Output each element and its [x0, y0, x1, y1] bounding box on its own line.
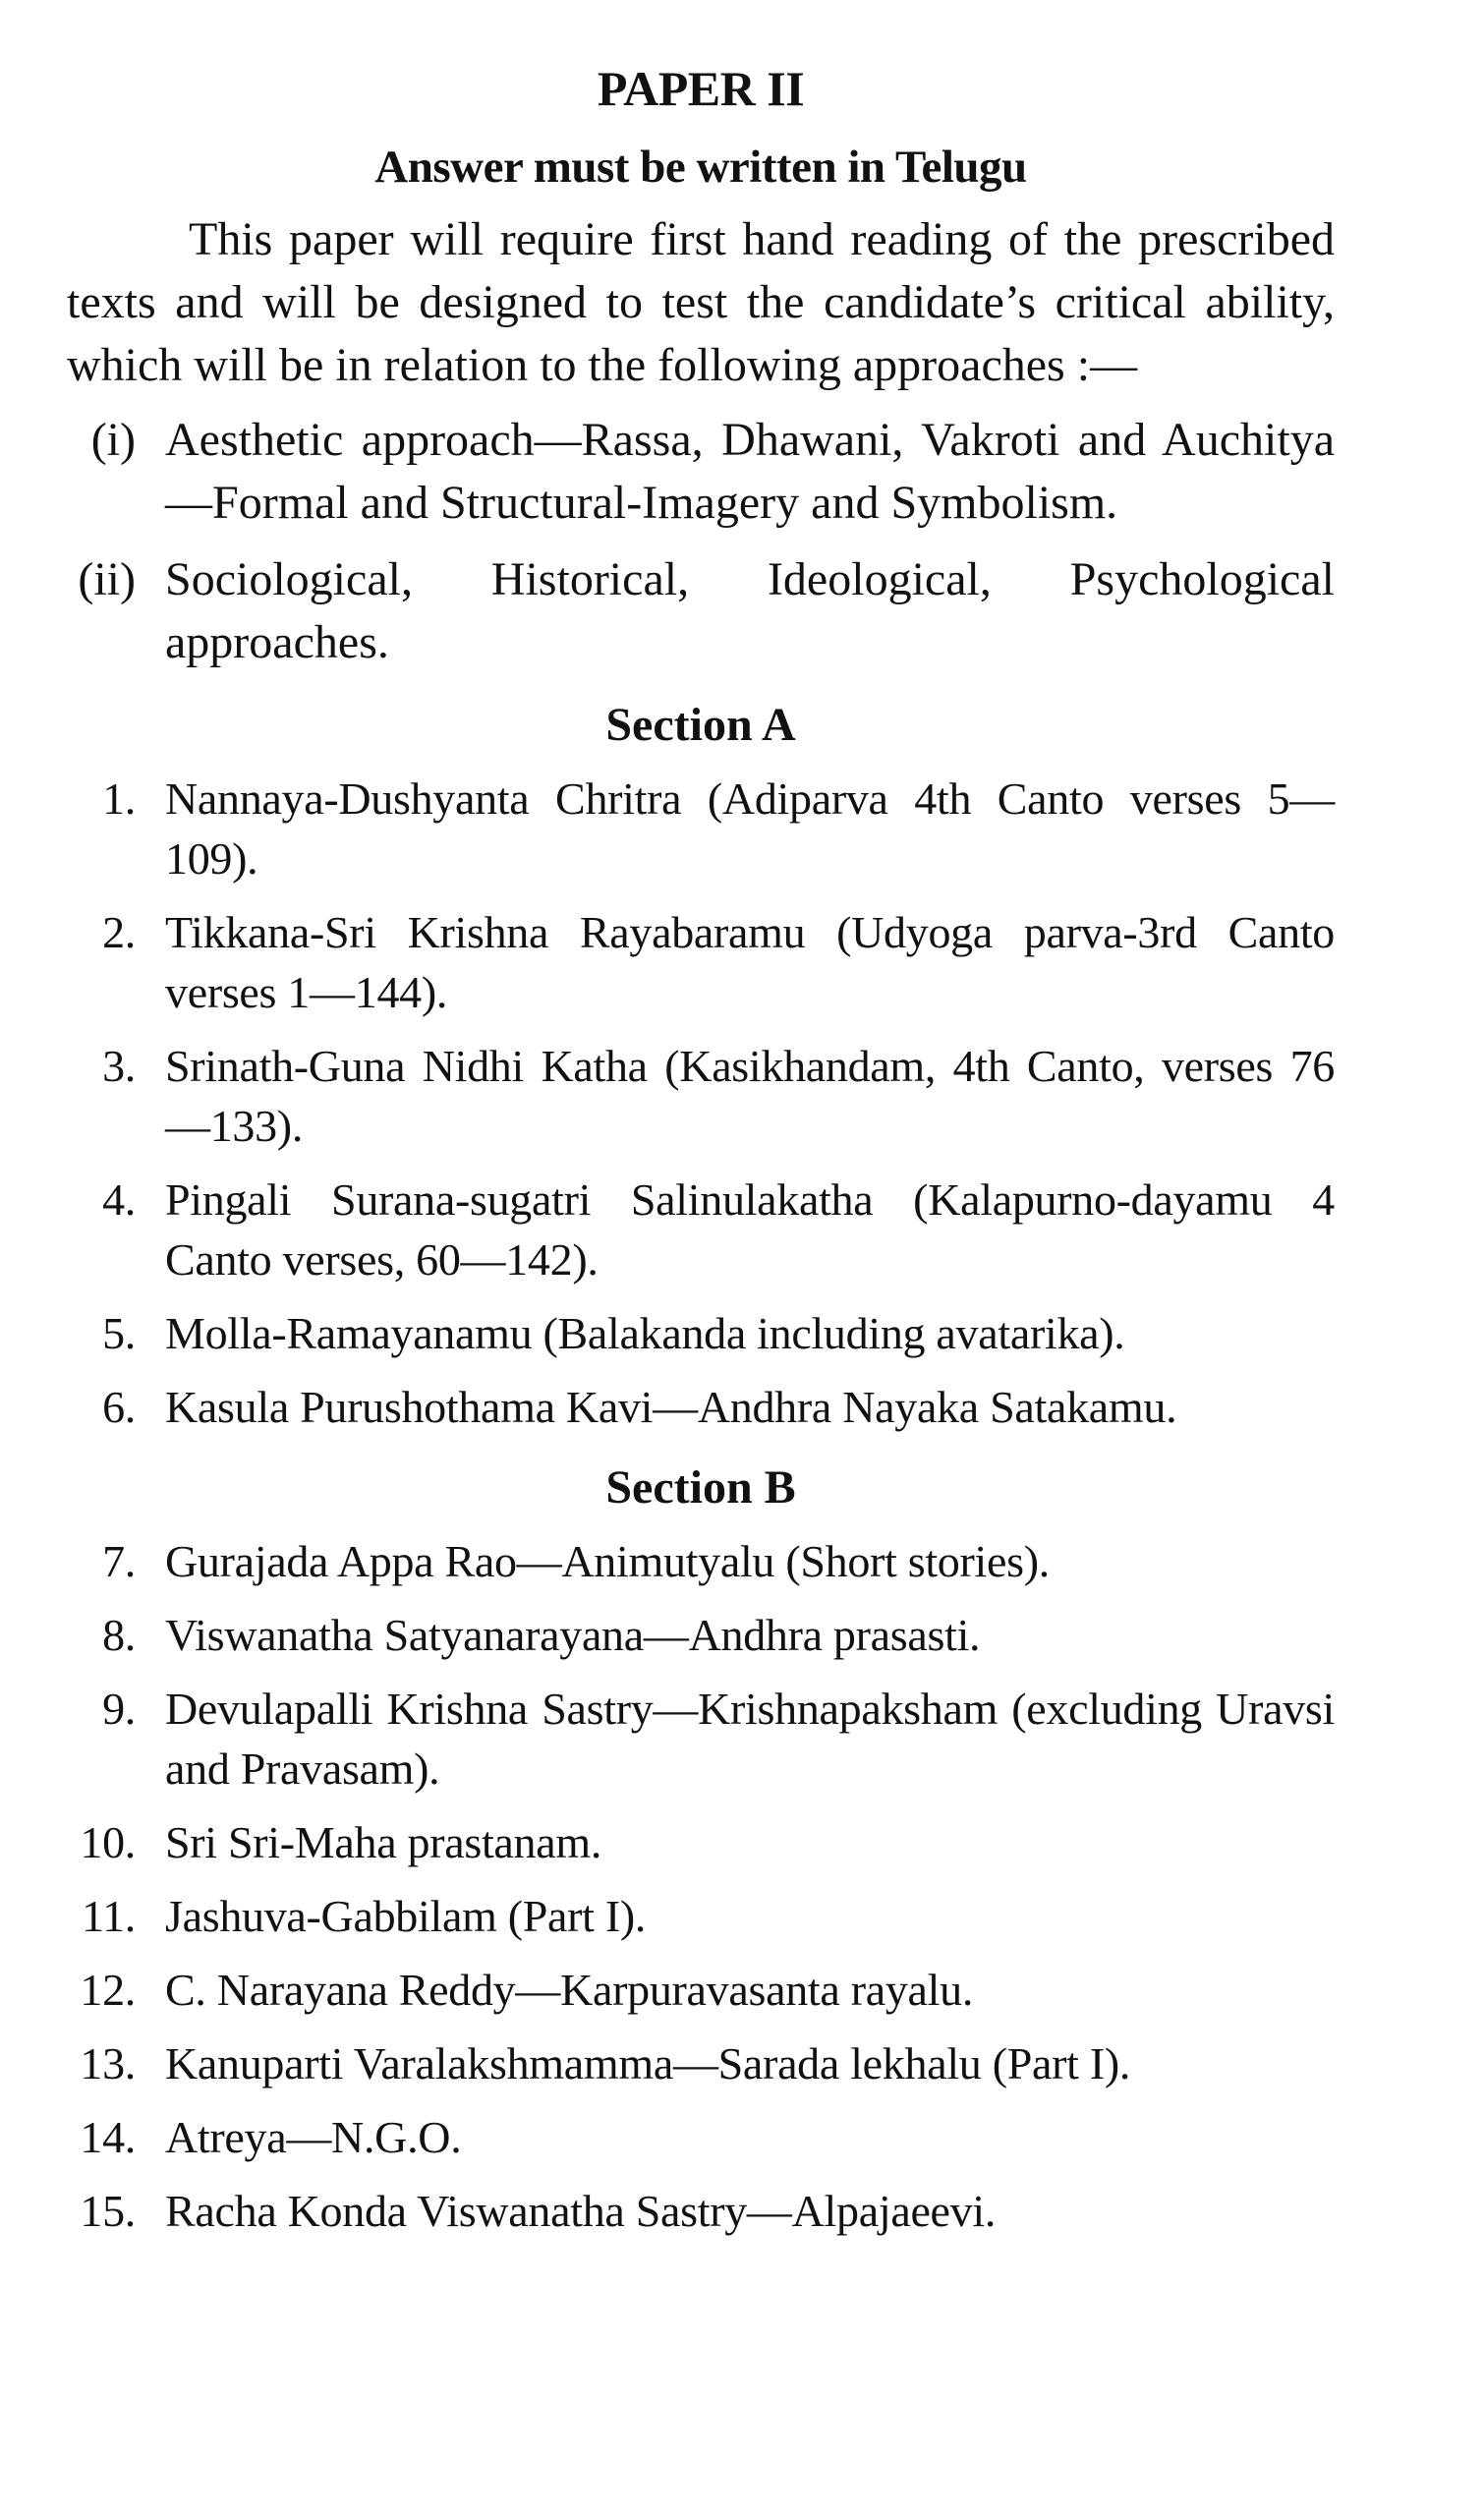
list-item — [67, 2033, 1335, 2093]
item-text: Nannaya-Dushyanta Chritra (Adiparva 4th Canto verses 5—109). — [165, 773, 1335, 884]
item-number: 15. — [80, 2186, 136, 2236]
item-text: Tikkana-Sri Krishna Rayabaramu (Udyoga parva-3rd Canto verses 1—144). — [165, 907, 1335, 1017]
approach-number: (ii) — [78, 553, 136, 605]
list-item — [67, 2181, 1335, 2241]
item-number: 1. — [102, 773, 136, 824]
paper-subtitle: Answer must be written in Telugu — [374, 142, 1027, 193]
list-item — [67, 1886, 1335, 1946]
item-text: Srinath-Guna Nidhi Katha (Kasikhandam, 4th Canto, verses 76—133). — [165, 1041, 1335, 1151]
item-number: 6. — [102, 1382, 136, 1432]
item-number: 11. — [82, 1891, 136, 1941]
item-number: 13. — [80, 2038, 136, 2088]
item-text: C. Narayana Reddy—Karpuravasanta rayalu. — [165, 1965, 974, 2015]
list-item — [67, 1036, 1335, 1156]
item-number: 3. — [102, 1041, 136, 1091]
list-item — [67, 2107, 1335, 2167]
item-text: Devulapalli Krishna Sastry—Krishnapaksham (excluding Uravsi and Pravasam). — [165, 1684, 1335, 1794]
list-item — [67, 1960, 1335, 2020]
list-item — [67, 1303, 1335, 1363]
item-text: Racha Konda Viswanatha Sastry—Alpajaeevi. — [165, 2186, 997, 2236]
item-text: Molla-Ramayanamu (Balakanda including avatarika). — [165, 1308, 1125, 1358]
item-number: 8. — [102, 1610, 136, 1660]
list-item — [67, 1812, 1335, 1872]
item-number: 4. — [102, 1174, 136, 1225]
approach-text: Aesthetic approach—Rassa, Dhawani, Vakroti and Auchitya—Formal and Structural-Imagery and Symbolism. — [165, 414, 1335, 529]
item-number: 10. — [80, 1817, 136, 1867]
list-item — [67, 1531, 1335, 1591]
list-item — [67, 769, 1335, 888]
section-b-heading: Section B — [605, 1461, 796, 1514]
item-number: 14. — [80, 2112, 136, 2162]
approach-item — [67, 409, 1335, 535]
item-number: 12. — [80, 1965, 136, 2015]
item-text: Pingali Surana-sugatri Salinulakatha (Kalapurno-dayamu 4 Canto verses, 60—142). — [165, 1174, 1335, 1285]
approach-number: (i) — [90, 414, 136, 466]
item-text: Gurajada Appa Rao—Animutyalu (Short stories). — [165, 1536, 1050, 1586]
paper-title: PAPER II — [597, 61, 805, 116]
list-item — [67, 1377, 1335, 1437]
document-page — [67, 59, 1335, 2477]
item-text: Atreya—N.G.O. — [165, 2112, 462, 2162]
list-item — [67, 1170, 1335, 1289]
approach-text: Sociological, Historical, Ideological, Psychological approaches. — [165, 553, 1335, 668]
item-text: Jashuva-Gabbilam (Part I). — [165, 1891, 647, 1941]
intro-paragraph: This paper will require first hand reading of the prescribed texts and will be designed to test the candidate’s critical ability, which will be in relation to the following approaches :— — [67, 213, 1335, 391]
item-text: Kasula Purushothama Kavi—Andhra Nayaka Satakamu. — [165, 1382, 1177, 1432]
item-text: Sri Sri-Maha prastanam. — [165, 1817, 602, 1867]
item-number: 9. — [102, 1684, 136, 1734]
item-number: 7. — [102, 1536, 136, 1586]
section-a-heading: Section A — [605, 699, 796, 751]
list-item — [67, 902, 1335, 1022]
item-text: Kanuparti Varalakshmamma—Sarada lekhalu (Part I). — [165, 2038, 1131, 2088]
item-text: Viswanatha Satyanarayana—Andhra prasasti. — [165, 1610, 981, 1660]
list-item — [67, 1679, 1335, 1799]
item-number: 2. — [102, 907, 136, 957]
item-number: 5. — [102, 1308, 136, 1358]
approach-item — [67, 548, 1335, 674]
list-item — [67, 1605, 1335, 1665]
